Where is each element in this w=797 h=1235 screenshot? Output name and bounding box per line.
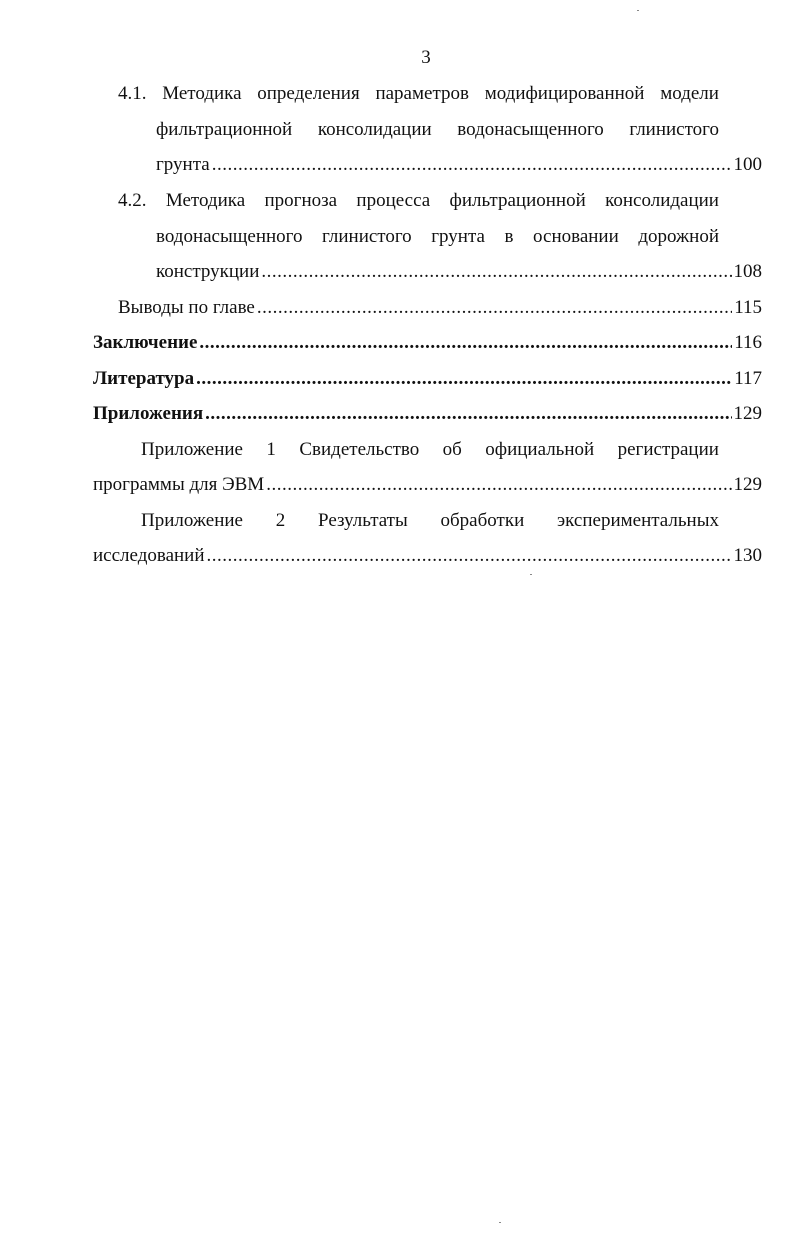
word: Методика [165, 190, 246, 211]
dot-leader [205, 402, 731, 426]
dot-leader [207, 544, 732, 568]
scan-speck [530, 574, 532, 575]
toc-entry-appendix-2-line-2[interactable] [93, 544, 762, 580]
toc-entry-appendix-1-line-2[interactable] [93, 473, 762, 509]
toc-page-number: 129 [733, 403, 762, 424]
toc-entry-appendix-1-line-1 [141, 438, 719, 474]
dot-leader [199, 331, 732, 355]
page-number: 3 [421, 47, 431, 68]
word: основании [533, 226, 619, 247]
toc-entry-4-1-line-2 [156, 118, 719, 154]
word: Результаты [318, 510, 408, 531]
word: модифицированной [484, 83, 645, 104]
word: глинистого [322, 226, 412, 247]
word: процесса [356, 190, 431, 211]
toc-page-number: 129 [733, 474, 762, 495]
toc-entry-4-2-line-3[interactable] [156, 260, 762, 296]
word: модели [660, 83, 719, 104]
toc-entry-text: Заключение [93, 332, 198, 353]
word: консолидации [605, 190, 719, 211]
toc-entry-text: исследований [93, 545, 205, 566]
toc-page-number: 117 [734, 368, 762, 389]
toc-entry-text: конструкции [156, 261, 260, 282]
word: об [442, 439, 462, 460]
word: 1 [266, 439, 276, 460]
toc-entry-4-1-line-1 [118, 82, 719, 118]
toc-page-number: 100 [733, 154, 762, 175]
section-number: 4.1. [118, 83, 147, 104]
word: Методика [162, 83, 242, 104]
word: водонасыщенного [156, 226, 303, 247]
toc-entry-4-2-line-2 [156, 225, 719, 261]
word: официальной [485, 439, 595, 460]
toc-entry-4-2-line-1 [118, 189, 719, 225]
word: обработки [440, 510, 525, 531]
toc-entry-text: Выводы по главе [118, 297, 255, 318]
toc-entry-zaklyuchenie[interactable] [93, 331, 762, 367]
dot-leader [266, 473, 731, 497]
word: в [504, 226, 514, 247]
word: грунта [431, 226, 485, 247]
scan-speck [637, 10, 639, 11]
word: дорожной [638, 226, 719, 247]
toc-entry-text: Приложения [93, 403, 204, 424]
toc-page-number: 116 [734, 332, 762, 353]
toc-entry-text: Литература [93, 368, 195, 389]
word: экспериментальных [557, 510, 719, 531]
word: фильтрационной [156, 119, 293, 140]
word: водонасыщенного [457, 119, 604, 140]
toc-entry-text: грунта [156, 154, 210, 175]
toc-entry-conclusions[interactable] [118, 296, 762, 332]
dot-leader [257, 296, 732, 320]
word: Свидетельство [299, 439, 420, 460]
toc-page-number: 130 [733, 545, 762, 566]
toc-entry-literatura[interactable] [93, 367, 762, 403]
word: Приложение [141, 510, 243, 531]
toc-page-number: 115 [734, 297, 762, 318]
toc-entry-prilozheniya[interactable] [93, 402, 762, 438]
toc-page-number: 108 [733, 261, 762, 282]
section-number: 4.2. [118, 190, 147, 211]
dot-leader [196, 367, 732, 391]
dot-leader [261, 260, 731, 284]
dot-leader [212, 153, 732, 177]
scan-speck [499, 1222, 501, 1223]
word: определения [257, 83, 360, 104]
word: параметров [375, 83, 469, 104]
word: глинистого [629, 119, 719, 140]
word: прогноза [264, 190, 338, 211]
word: регистрации [617, 439, 719, 460]
word: консолидации [317, 119, 432, 140]
word: фильтрационной [449, 190, 586, 211]
toc-entry-appendix-2-line-1 [141, 509, 719, 545]
toc-entry-4-1-line-3[interactable] [156, 153, 762, 189]
toc-entry-text: программы для ЭВМ [93, 474, 265, 495]
word: 2 [275, 510, 286, 531]
word: Приложение [141, 439, 243, 460]
